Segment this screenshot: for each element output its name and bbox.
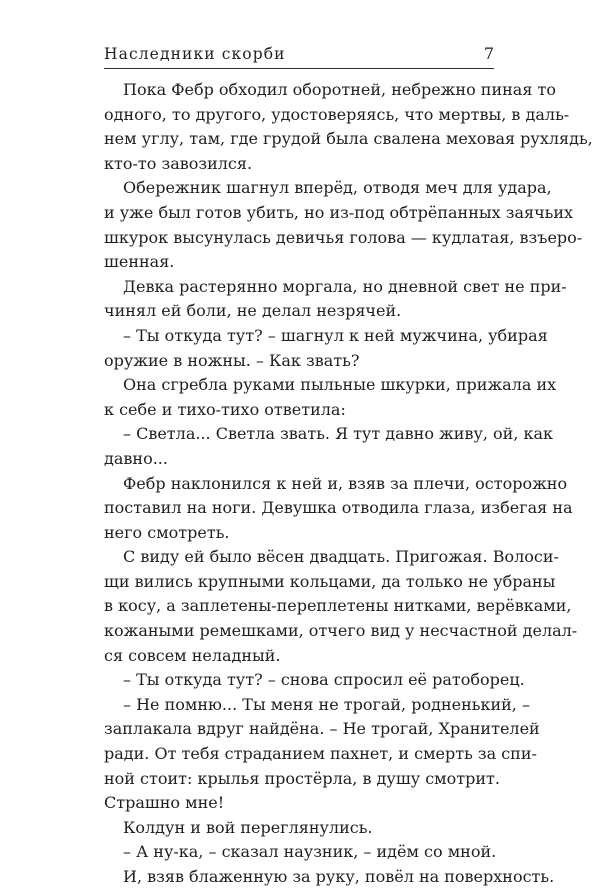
text-line: Девка растерянно моргала, но дневной свет не при- xyxy=(123,276,567,296)
text-line: – Светла... Светла звать. Я тут давно живу, ой, как xyxy=(123,424,554,444)
header-rule xyxy=(104,68,494,69)
text-line: Пока Фебр обходил оборотней, небрежно пиная то xyxy=(123,80,556,99)
page-number: 7 xyxy=(483,44,494,63)
text-line: и уже был готов убить, но из-под обтрёпанных заячьих xyxy=(104,202,574,222)
text-line: в косу, а заплетены-переплетены нитками, верёвками, xyxy=(104,596,572,616)
text-line: одного, то другого, удостоверяясь, что мертвы, в даль- xyxy=(104,104,570,124)
text-line: него смотреть. xyxy=(104,522,230,542)
paragraph xyxy=(104,275,567,324)
text-line: шенная. xyxy=(104,252,175,272)
text-line: ной стоит: крылья простёрла, в душу смотрит. xyxy=(104,768,500,788)
paragraph xyxy=(104,422,554,471)
paragraph xyxy=(104,176,583,274)
text-line: поставил на ноги. Девушка отводила глаза, избегая на xyxy=(104,498,573,518)
paragraph xyxy=(104,373,557,422)
text-line: С виду ей было вёсен двадцать. Пригожая. Волоси- xyxy=(123,547,559,567)
body-text xyxy=(104,78,593,890)
paragraph xyxy=(104,668,525,693)
text-line: чинял ей боли, не делал незрячей. xyxy=(104,301,402,321)
text-line: – А ну-ка, – сказал наузник, – идём со мной. xyxy=(123,842,497,862)
text-line: Страшно мне! xyxy=(104,793,225,813)
text-line: Колдун и вой переглянулись. xyxy=(123,817,373,837)
paragraph xyxy=(104,840,496,865)
text-line: к себе и тихо-тихо ответила: xyxy=(104,399,346,419)
text-line: ради. От тебя страданием пахнет, и смерть за спи- xyxy=(104,744,537,764)
paragraph xyxy=(104,816,496,841)
text-line: давно... xyxy=(104,448,168,468)
text-line: Она сгребла руками пыльные шкурки, прижала их xyxy=(123,375,557,395)
paragraph xyxy=(104,78,593,176)
text-line: шкурок высунулась девичья голова — кудлатая, взъеро- xyxy=(104,227,583,247)
paragraph xyxy=(104,865,555,890)
text-line: – Не помню... Ты меня не трогай, родненький, – xyxy=(123,694,530,714)
text-line: И, взяв блаженную за руку, повёл на поверхность. xyxy=(123,867,555,886)
text-line: кто-то завозился. xyxy=(104,153,253,173)
text-line: – Ты откуда тут? – шагнул к ней мужчина, убирая xyxy=(123,325,548,345)
text-line: оружие в ножны. – Как звать? xyxy=(104,350,360,370)
text-line: заплакала вдруг найдёна. – Не трогай, Хранителей xyxy=(104,719,540,739)
paragraph xyxy=(104,693,540,816)
text-line: Фебр наклонился к ней и, взяв за плечи, осторожно xyxy=(123,473,568,493)
text-line: щи вились крупными кольцами, да только не убраны xyxy=(104,571,556,591)
text-line: – Ты откуда тут? – снова спросил её ратоборец. xyxy=(123,670,525,690)
paragraph xyxy=(104,324,548,373)
text-line: кожаными ремешками, отчего вид у несчастной делал- xyxy=(104,621,578,641)
running-head xyxy=(104,44,494,66)
text-line: Обережник шагнул вперёд, отводя меч для удара, xyxy=(123,178,552,198)
paragraph xyxy=(104,545,578,668)
paragraph xyxy=(104,472,573,546)
text-line: нем углу, там, где грудой была свалена меховая рухлядь, xyxy=(104,129,593,149)
running-title: Наследники скорби xyxy=(104,45,286,63)
text-line: ся совсем неладный. xyxy=(104,645,281,665)
